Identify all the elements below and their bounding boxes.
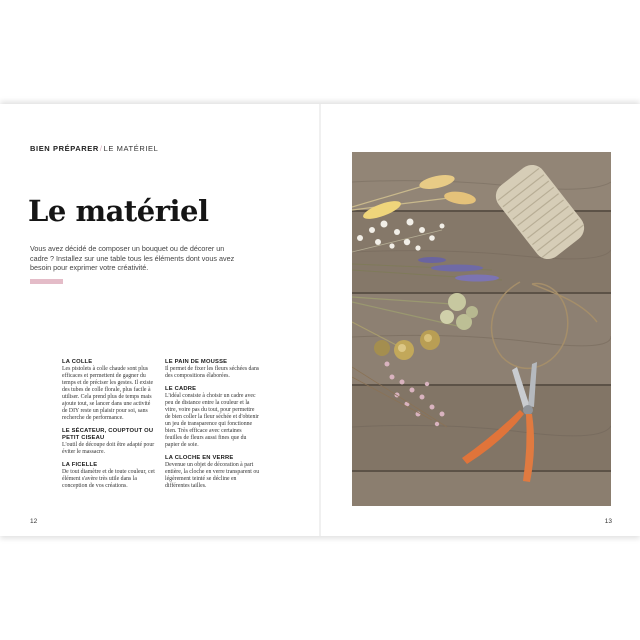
text-column-1 [62,359,157,496]
dried-flowers-photo [352,152,611,506]
breadcrumb-separator: / [99,144,103,153]
entry-glue [62,359,157,422]
breadcrumb-subsection: LE MATÉRIEL [103,144,159,153]
book-spread [0,104,640,536]
page-fold [319,104,321,536]
entry-text: Devenue un objet de décoration à part entière, la cloche en verre transparent ou légèrement teinté se décline en différentes tailles. [165,462,260,489]
entry-text: L'outil de découpe doit être adapté pour éviter le massacre. [62,442,155,455]
page-title: Le matériel [28,194,209,228]
breadcrumb-section: BIEN PRÉPARER [30,144,99,153]
page-number-right: 13 [604,518,612,525]
entry-text: De tout diamètre et de toute couleur, cet élément s'avère très utile dans la conception de vos créations. [62,469,155,489]
entry-frame [165,386,260,449]
entry-text: Il permet de fixer les fleurs séchées dans des compositions élaborées. [165,366,260,379]
entry-glass-dome [165,455,260,490]
accent-bar [30,279,63,284]
page-number-left: 12 [30,518,38,525]
breadcrumb [30,144,158,153]
intro-paragraph: Vous avez décidé de composer un bouquet ou de décorer un cadre ? Installez sur une table tous les éléments dont vous avez besoin pour exprimer votre créativité. [30,244,235,273]
entry-heading: LA CLOCHE EN VERRE [165,455,234,461]
entry-heading: LE CADRE [165,386,197,392]
text-column-2 [165,359,260,496]
entry-heading: LA COLLE [62,359,93,365]
entry-heading: LA FICELLE [62,462,98,468]
entry-heading: LE PAIN DE MOUSSE [165,359,228,365]
entry-twine [62,462,157,490]
entry-cutter [62,428,157,456]
entry-text: Les pistolets à colle chaude sont plus efficaces et permettent de gagner du temps et de préciser les gestes. Il existe des tubes de colle florale, plus facile à utiliser. Cela prend plus de temps mais ajoute tout, se lancer dans une activité de DIY reste un plaisir pour soi, sans recherche de performance. [62,366,154,421]
entry-text: L'idéal consiste à choisir un cadre avec peu de distance entre la couleur et la vitre, voire pas du tout, pour permettre de bien coller la fleur séchée et d'obtenir un jeu de transparence qui fonctionne bien. Très efficace avec certaines feuilles de fleurs aussi fines que du papier de soie. [165,393,259,448]
entry-foam [165,359,260,380]
entry-heading: LE SÉCATEUR, COUPTOUT OU PETIT CISEAU [62,428,154,441]
